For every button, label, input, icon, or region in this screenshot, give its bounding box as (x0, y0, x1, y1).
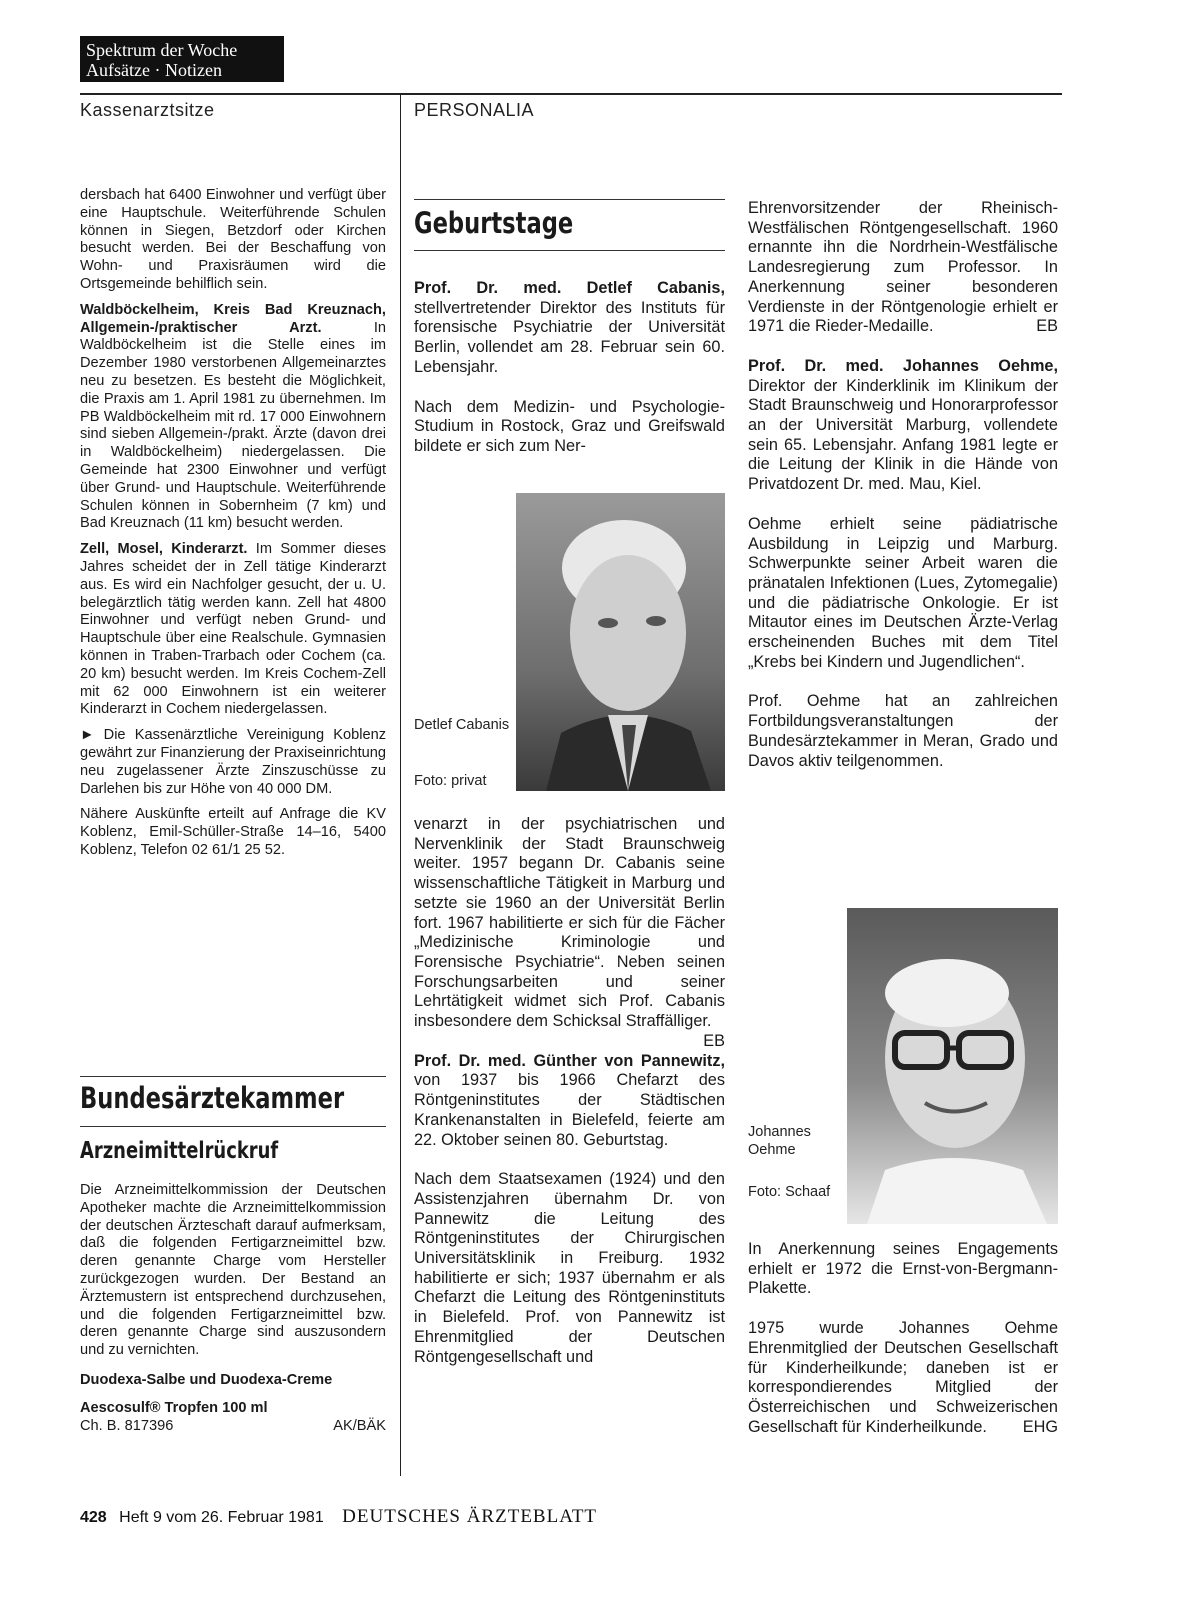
paragraph (80, 727, 386, 798)
entry-text: stellvertretender Direktor des Instituts für forensische Psychiatrie der Universität Berlin, vollendet am 28. Februar sein 60. Lebensjahr. (414, 298, 725, 376)
column-3-bottom (748, 1240, 1058, 1457)
masthead-line1: Spektrum der Woche (86, 40, 238, 60)
page-footer (80, 1506, 597, 1528)
section-label-right: PERSONALIA (414, 100, 535, 120)
batch-number: Ch. B. 817396 (80, 1417, 174, 1434)
paragraph (80, 541, 386, 719)
heading-rule (80, 1076, 386, 1077)
entry-text: Ehrenvorsitzender der Rheinisch-Westfälischen Röntgengesellschaft. 1960 ernannte ihn die Nordrhein-Westfälische Landesregierung zum Professor. In Anerkennung seiner besonderen Verdienste in der Röntgenologie erhielt er 1971 die Rieder-Medaille. (748, 199, 1058, 336)
column-1 (80, 187, 386, 868)
paragraph: Die Arzneimittelkommission der Deutschen Apotheker machte die Arzneimittelkommission der deutschen Ärzteschaft darauf aufmerksam, daß die folgenden Fertigarzneimittel bzw. deren genannte Charge vom Hersteller zurückgezogen wurden. Der Bestand an Ärztemustern ist entsprechend durchzusehen, und die folgenden Fertigarzneimittel bzw. deren genannte Charge sind auszusondern und zu vernichten. (80, 1182, 386, 1359)
heading-rule (414, 199, 725, 200)
page-number: 428 (80, 1509, 107, 1526)
heading-bundesaerztekammer: Bundesärztekammer (80, 1081, 345, 1115)
top-rule (80, 93, 1062, 95)
paragraph (414, 1052, 725, 1151)
paragraph: Nähere Auskünfte erteilt auf Anfrage die KV Koblenz, Emil-Schüller-Straße 14–16, 5400 Koblenz, Telefon 02 61/1 25 52. (80, 806, 386, 858)
paragraph (414, 815, 725, 1050)
signature: AK/BÄK (333, 1417, 386, 1434)
entry-text: Die Kassenärztliche Vereinigung Koblenz gewährt zur Finanzierung der Praxiseinrichtung neu zugelassener Ärzte Zinszuschüsse zu Darlehen bis zur Höhe von 40 000 DM. (80, 727, 386, 797)
recall-item: Aescosulf® Tropfen 100 ml (80, 1399, 268, 1416)
photo-credit-cabanis: Foto: privat (414, 773, 487, 789)
masthead-line2: Aufsätze · Notizen (86, 60, 222, 80)
publication-brand: DEUTSCHES ÄRZTEBLATT (342, 1506, 598, 1527)
column-divider (400, 93, 401, 1476)
section-label-left: Kassenarztsitze (80, 100, 215, 120)
heading-rule (414, 250, 725, 251)
issue-info: Heft 9 vom 26. Februar 1981 (119, 1509, 324, 1526)
signature: EB (1036, 317, 1058, 336)
entry-title: Prof. Dr. med. Detlef Cabanis, (414, 279, 725, 297)
paragraph (748, 357, 1058, 495)
photo-credit-oehme: Foto: Schaaf (748, 1184, 831, 1200)
paragraph: Nach dem Medizin- und Psychologie-Studium in Rostock, Graz und Greifswald bildete er sich zum Ner- (414, 397, 725, 455)
portrait-illustration (847, 908, 1058, 1224)
paragraph (80, 302, 386, 533)
entry-text: Direktor der Kinderklinik im Klinikum der Stadt Braunschweig und Honorarprofessor an der Universität Marburg, vollendete sein 65. Lebensjahr. Anfang 1981 legte er die Leitung der Klinik in die Hände von Privatdozent Dr. med. Mau, Kiel. (748, 376, 1058, 494)
subheading-rule (80, 1126, 386, 1127)
recall-batch-line (80, 1418, 386, 1436)
entry-title: Waldböckelheim, Kreis Bad Kreuznach, Allgemein-/praktischer Arzt. (80, 301, 386, 336)
column-1-lower (80, 1182, 386, 1435)
entry-title: Zell, Mosel, Kinderarzt. (80, 541, 248, 558)
paragraph (414, 279, 725, 378)
recall-item: Duodexa-Salbe und Duodexa-Creme (80, 1371, 333, 1388)
column-3-top (748, 199, 1058, 791)
paragraph (80, 1400, 386, 1418)
paragraph (80, 1372, 386, 1390)
signature: EB (703, 1031, 725, 1050)
entry-title: Prof. Dr. med. Johannes Oehme, (748, 356, 1058, 375)
triangle-marker-icon: ► (80, 727, 95, 744)
entry-title: Prof. Dr. med. Günther von Pannewitz, (414, 1051, 725, 1070)
entry-text: Im Sommer dieses Jahres scheidet der in Zell tätige Kinderarzt aus. Es wird ein Nachfolger gesucht, der u. U. belegärztlich tätig werden kann. Zell hat 4800 Einwohner und verfügt neben Grund- und Hauptschule über eine Realschule. Gymnasien können in Traben-Trarbach oder Cochem (ca. 20 km) besucht werden. Im Kreis Cochem-Zell mit 62 000 Einwohnern ist ein weiterer Kinderarzt in Cochem niedergelassen. (80, 541, 386, 718)
portrait-illustration (516, 493, 725, 791)
photo-caption-oehme: Johannes Oehme (748, 1124, 811, 1158)
paragraph: Oehme erhielt seine pädiatrische Ausbildung in Leipzig und Marburg. Schwerpunkte seiner Arbeit waren die pränatalen Infektionen (Lues, Zytomegalie) und die pädiatrische Onkologie. Er ist Mitautor eines im Deutschen Ärzte-Verlag erscheinenden Buches mit dem Titel „Krebs bei Kindern und Jugendlichen“. (748, 514, 1058, 671)
subheading-arzneimittelrueckruf: Arzneimittelrückruf (80, 1138, 279, 1164)
signature: EHG (1022, 1417, 1058, 1436)
paragraph: dersbach hat 6400 Einwohner und verfügt über eine Hauptschule. Weiterführende Schulen können in Siegen, Betzdorf oder Kirchen besucht werden. Bei der Beschaffung von Wohn- und Praxisräumen wird die Ortsgemeinde behilflich sein. (80, 187, 386, 292)
photo-caption-cabanis: Detlef Cabanis (414, 717, 510, 733)
column-2-top (414, 279, 725, 477)
paragraph (748, 199, 1058, 337)
entry-text: 1975 wurde Johannes Oehme Ehrenmitglied der Deutschen Gesellschaft für Kinderheilkunde; daneben ist er korrespondierendes Mitglied der Österreichischen und Schweizerischen Gesellschaft für Kinderheilkunde. (748, 1319, 1058, 1436)
entry-text: von 1937 bis 1966 Chefarzt des Röntgeninstitutes der Städtischen Krankenanstalten in Bielefeld, feierte am 22. Oktober seinen 80. Geburtstag. (414, 1071, 725, 1149)
entry-text: venarzt in der psychiatrischen und Nervenklinik der Stadt Braunschweig weiter. 1957 begann Dr. Cabanis seine wissenschaftliche Tätigkeit in Marburg und setzte sie 1960 an der Universität Berlin fort. 1967 habilitierte er sich für die Fächer „Medizinische Kriminologie und Forensische Psychiatrie“. Neben seinen Forschungsarbeiten und seiner Lehrtätigkeit widmet sich Prof. Cabanis insbesondere dem Schicksal Straffälliger. (414, 815, 725, 1031)
heading-geburtstage: Geburtstage (414, 206, 574, 240)
masthead (80, 36, 284, 82)
column-2-bottom (414, 815, 725, 1387)
entry-text: In Waldböckelheim ist die Stelle eines im Dezember 1980 verstorbenen Allgemeinarztes neu zu besetzen. Es besteht die Möglichkeit, die Praxis am 1. April 1981 zu übernehmen. Im PB Waldböckelheim mit rd. 17 000 Einwohnern sind sieben Allgemein-/prakt. Ärzte (davon drei in Waldböckelheim) niedergelassen. Die Gemeinde hat 2300 Einwohner und verfügt über Grund- und Hauptschule. Weiterführende Schulen können in Sobernheim (7 km) und Bad Kreuznach (11 km) besucht werden. (80, 319, 386, 532)
paragraph: Nach dem Staatsexamen (1924) und den Assistenzjahren übernahm Dr. von Pannewitz die Leitung des Röntgeninstitutes der Chirurgischen Universitätsklinik in Freiburg. 1932 habilitierte er sich; 1937 übernahm er als Chefarzt die Leitung des Röntgeninstituts in Bielefeld. Prof. von Pannewitz ist Ehrenmitglied der Deutschen Röntgengesellschaft und (414, 1170, 725, 1366)
paragraph: Prof. Oehme hat an zahlreichen Fortbildungsveranstaltungen der Bundesärztekammer in Meran, Grado und Davos aktiv teilgenommen. (748, 692, 1058, 770)
paragraph: In Anerkennung seines Engagements erhielt er 1972 die Ernst-von-Bergmann-Plakette. (748, 1240, 1058, 1298)
paragraph (748, 1319, 1058, 1437)
portrait-photo-oehme (847, 908, 1058, 1224)
portrait-photo-cabanis (516, 493, 725, 791)
